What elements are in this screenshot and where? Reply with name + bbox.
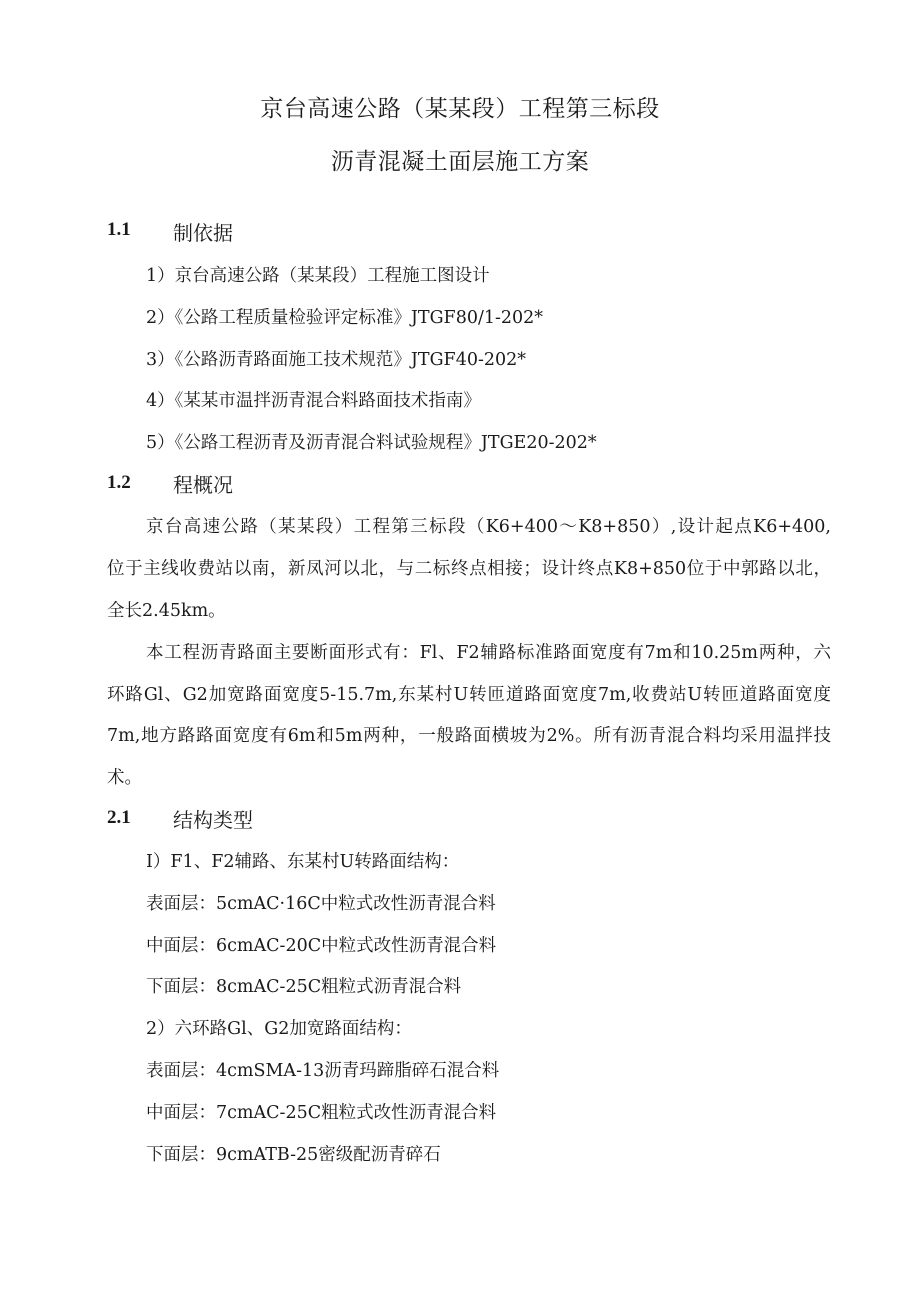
section-1-1-heading: 制依据 [173, 221, 233, 245]
overview-para-2-line-3: 7m,地方路路面宽度有6m和5m两种，一般路面横坡为2%。所有沥青混合料均采用温拌技 [107, 726, 831, 746]
structure-line-2: 表面层：5cmAC·16C中粒式改性沥青混合料 [146, 894, 496, 914]
section-1-2-heading: 程概况 [173, 473, 233, 497]
structure-line-5: 2）六环路Gl、G2加宽路面结构： [146, 1019, 412, 1039]
overview-para-1-line-3: 全长2.45km。 [107, 601, 226, 621]
section-2-1-number: 2.1 [107, 807, 131, 828]
section-1-1-number: 1.1 [107, 219, 131, 240]
overview-para-2-line-4: 术。 [107, 768, 142, 788]
structure-line-4: 下面层：8cmAC-25C粗粒式沥青混合料 [146, 977, 462, 997]
structure-line-3: 中面层：6cmAC-20C中粒式改性沥青混合料 [146, 936, 497, 956]
structure-line-7: 中面层：7cmAC-25C粗粒式改性沥青混合料 [146, 1103, 497, 1123]
structure-line-8: 下面层：9cmATB-25密级配沥青碎石 [146, 1145, 441, 1165]
section-2-1-heading: 结构类型 [173, 808, 253, 832]
basis-item-3: 3）《公路沥青路面施工技术规范》JTGF40-202* [146, 350, 527, 370]
basis-item-2: 2）《公路工程质量检验评定标准》JTGF80/1-202* [146, 308, 544, 328]
section-1-2-number: 1.2 [107, 472, 131, 493]
document-title-line-1: 京台高速公路（某某段）工程第三标段 [260, 96, 660, 122]
structure-line-6: 表面层：4cmSMA-13沥青玛蹄脂碎石混合料 [146, 1061, 500, 1081]
basis-item-5: 5）《公路工程沥青及沥青混合料试验规程》JTGE20-202* [146, 433, 597, 453]
document-title-line-2: 沥青混凝土面层施工方案 [330, 149, 590, 175]
structure-line-1: I）F1、F2辅路、东某村U转路面结构： [146, 852, 460, 872]
overview-para-2-line-1: 本工程沥青路面主要断面形式有：Fl、F2辅路标准路面宽度有7m和10.25m两种，六 [146, 643, 831, 663]
overview-para-1-line-2: 位于主线收费站以南，新凤河以北，与二标终点相接；设计终点K8+850位于中郭路以北， [107, 559, 831, 579]
basis-item-4: 4）《某某市温拌沥青混合料路面技术指南》 [146, 391, 481, 411]
overview-para-2-line-2: 环路Gl、G2加宽路面宽度5-15.7m,东某村U转匝道路面宽度7m,收费站U转匝道路面宽度 [107, 685, 831, 705]
basis-item-1: 1）京台高速公路（某某段）工程施工图设计 [146, 266, 490, 286]
overview-para-1-line-1: 京台高速公路（某某段）工程第三标段（K6+400〜K8+850）,设计起点K6+400, [146, 517, 831, 537]
